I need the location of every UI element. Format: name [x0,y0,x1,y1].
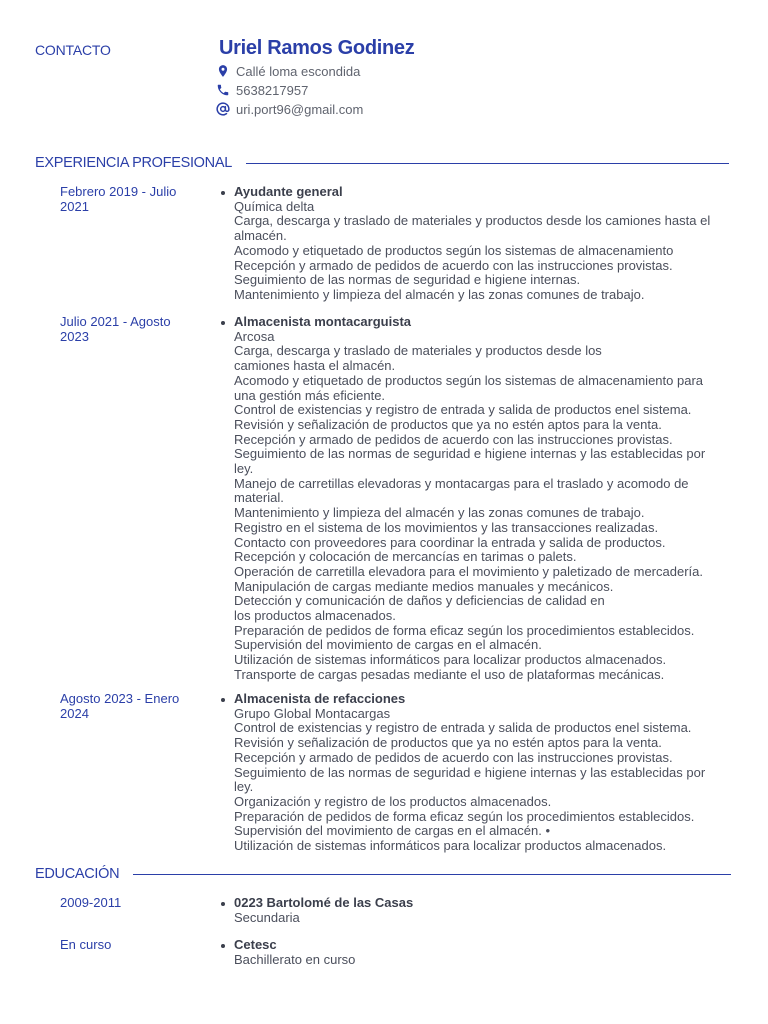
education-entry-2 [218,938,738,967]
contact-phone [215,81,308,99]
duty-line: Acomodo y etiquetado de productos según los sistemas de almacenamiento para [234,372,704,388]
experience-duties-2 [234,344,738,682]
experience-date-3: Agosto 2023 - Enero 2024 [60,691,180,721]
duty-line: Control de existencias y registro de entrada y salida de productos enel sistema. [234,720,692,736]
education-section-header [35,866,731,882]
experience-entry-1 [218,185,738,303]
education-entry-1 [218,896,738,925]
duty-line: Carga, descarga y traslado de materiales y productos desde los [234,343,602,359]
experience-position-2: Almacenista montacarguista [218,315,738,330]
candidate-name: Uriel Ramos Godinez [219,37,415,59]
duty-line: Seguimiento de las normas de seguridad e higiene internas. [234,272,581,288]
experience-duties-1 [234,214,738,302]
duty-line: Transporte de cargas pesadas mediante el uso de plataformas mecánicas. [234,666,665,682]
duty-line: Supervisión del movimiento de cargas en el almacén. [234,637,542,653]
education-school-2: Cetesc [218,938,738,953]
experience-date-2: Julio 2021 - Agosto 2023 [60,314,171,344]
education-school-1: 0223 Bartolomé de las Casas [218,896,738,911]
experience-company-2: Arcosa [234,328,275,344]
experience-section-rule [246,163,729,164]
duty-line: almacén. [234,228,287,244]
contact-email-text: uri.port96@gmail.com [236,101,364,117]
duty-line: Seguimiento de las normas de seguridad e higiene internas y las establecidas por [234,764,706,780]
duty-line: material. [234,490,284,506]
duty-line: Utilización de sistemas informáticos para localizar productos almacenados. [234,652,667,668]
duty-line: Contacto con proveedores para coordinar la entrada y salida de productos. [234,534,666,550]
contact-section-label: CONTACTO [35,42,111,58]
experience-company-1: Química delta [234,198,315,214]
duty-line: Recepción y armado de pedidos de acuerdo con las instrucciones provistas. [234,749,673,765]
duty-line: Seguimiento de las normas de seguridad e higiene internas y las establecidas por [234,446,706,462]
education-section-title: EDUCACIÓN [35,866,120,882]
education-date-1: 2009-2011 [60,895,122,910]
duty-line: camiones hasta el almacén. [234,358,396,374]
experience-section-title: EXPERIENCIA PROFESIONAL [35,155,232,171]
duty-line: Detección y comunicación de daños y deficiencias de calidad en [234,593,605,609]
experience-entry-3 [218,692,738,854]
duty-line: Preparación de pedidos de forma eficaz según los procedimientos establecidos. [234,622,695,638]
duty-line: Mantenimiento y limpieza del almacén y las zonas comunes de trabajo. [234,505,645,521]
duty-line: Registro en el sistema de los movimientos y las transacciones realizadas. [234,519,659,535]
duty-line: Recepción y armado de pedidos de acuerdo con las instrucciones provistas. [234,257,673,273]
experience-duties-3 [234,721,738,853]
duty-line: Carga, descarga y traslado de materiales y productos desde los camiones hasta el [234,213,711,229]
duty-line: Operación de carretilla elevadora para el movimiento y paletizado de mercadería. [234,563,703,579]
experience-position-3: Almacenista de refacciones [218,692,738,707]
duty-line: ley. [234,779,254,795]
education-date-2: En curso [60,937,112,952]
education-section-rule [133,874,731,875]
contact-address [215,62,360,80]
experience-section-header [35,155,729,171]
contact-email [215,100,363,118]
duty-line: Acomodo y etiquetado de productos según los sistemas de almacenamiento [234,242,674,258]
duty-line: una gestión más eficiente. [234,387,386,403]
map-pin-icon [215,63,231,79]
duty-line: Organización y registro de los productos almacenados. [234,793,552,809]
duty-line: Control de existencias y registro de entrada y salida de productos enel sistema. [234,402,692,418]
duty-line: Recepción y colocación de mercancías en tarimas o palets. [234,549,577,565]
experience-date-1: Febrero 2019 - Julio 2021 [60,184,177,214]
duty-line: los productos almacenados. [234,608,396,624]
duty-line: Revisión y señalización de productos que ya no estén aptos para la venta. [234,735,662,751]
duty-line: ley. [234,461,254,477]
duty-line: Preparación de pedidos de forma eficaz según los procedimientos establecidos. [234,808,695,824]
education-level-1: Secundaria [234,909,300,925]
duty-line: Manejo de carretillas elevadoras y montacargas para el traslado y acomodo de [234,475,689,491]
at-sign-icon [215,101,231,117]
experience-position-1: Ayudante general [218,185,738,200]
duty-line: Mantenimiento y limpieza del almacén y las zonas comunes de trabajo. [234,286,645,302]
contact-phone-text: 5638217957 [236,82,309,98]
duty-line: Manipulación de cargas mediante medios manuales y mecánicos. [234,578,614,594]
duty-line: Revisión y señalización de productos que ya no estén aptos para la venta. [234,416,662,432]
education-level-2: Bachillerato en curso [234,951,356,967]
duty-line: Supervisión del movimiento de cargas en el almacén. • [234,823,550,839]
duty-line: Utilización de sistemas informáticos para localizar productos almacenados. [234,838,667,854]
experience-company-3: Grupo Global Montacargas [234,705,391,721]
duty-line: Recepción y armado de pedidos de acuerdo con las instrucciones provistas. [234,431,673,447]
experience-entry-2 [218,315,738,683]
contact-address-text: Callé loma escondida [236,63,361,79]
phone-icon [215,82,231,98]
